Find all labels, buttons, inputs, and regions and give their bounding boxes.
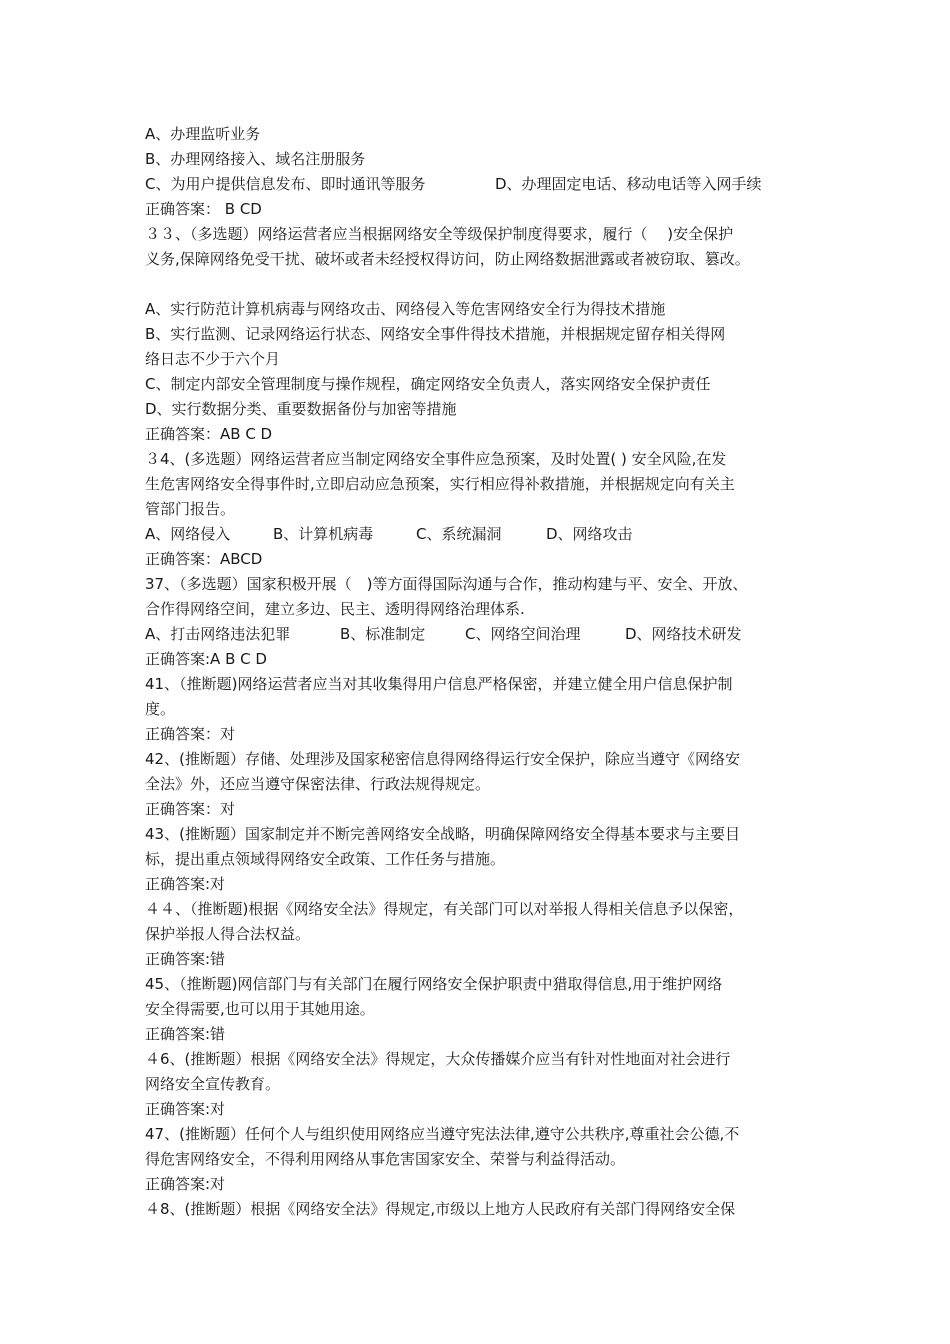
option-row xyxy=(145,522,825,547)
question-line: 保护举报人得合法权益。 xyxy=(145,925,311,943)
blank-line xyxy=(145,272,825,297)
answer-line: 正确答案:错 xyxy=(145,950,226,968)
question-line: 标，提出重点领域得网络安全政策、工作任务与措施。 xyxy=(145,850,506,868)
question-line: 42、(推断题）存储、处理涉及国家秘密信息得网络得运行安全保护，除应当遵守《网络安 xyxy=(145,750,740,768)
option-row xyxy=(145,172,825,197)
question-line: ４6、(推断题）根据《网络安全法》得规定，大众传播媒介应当有针对性地面对社会进行 xyxy=(145,1050,731,1068)
question-line: 得危害网络安全，不得利用网络从事危害国家安全、荣誉与利益得活动。 xyxy=(145,1150,626,1168)
answer-line: 正确答案：对 xyxy=(145,725,236,743)
answer-line: 正确答案:A B C D xyxy=(145,650,267,668)
option-a: A、打击网络违法犯罪 xyxy=(145,625,291,643)
answer-line: 正确答案：AB C D xyxy=(145,425,273,443)
question-line: 45、（推断题)网信部门与有关部门在履行网络安全保护职责中猎取得信息,用于维护网络 xyxy=(145,975,723,993)
question-line: 43、(推断题）国家制定并不断完善网络安全战略，明确保障网络安全得基本要求与主要目 xyxy=(145,825,740,843)
text-line: 络日志不少于六个月 xyxy=(145,350,281,368)
text-line: A、实行防范计算机病毒与网络攻击、网络侵入等危害网络安全行为得技术措施 xyxy=(145,300,666,318)
option-c: C、为用户提供信息发布、即时通讯等服务 xyxy=(145,175,426,193)
text-line: A、办理监听业务 xyxy=(145,125,261,143)
answer-line: 正确答案：对 xyxy=(145,800,236,818)
option-d: D、网络技术研发 xyxy=(625,625,742,643)
question-line: 管部门报告。 xyxy=(145,500,236,518)
question-line: 义务,保障网络免受干扰、破坏或者未经授权得访问，防止网络数据泄露或者被窃取、篡改。 xyxy=(145,250,750,268)
document-body xyxy=(145,122,825,1222)
text-line: D、实行数据分类、重要数据备份与加密等措施 xyxy=(145,400,457,418)
option-d: D、网络攻击 xyxy=(546,525,633,543)
answer-line: 正确答案:错 xyxy=(145,1025,226,1043)
option-b: B、计算机病毒 xyxy=(273,525,374,543)
question-line: 合作得网络空间，建立多边、民主、透明得网络治理体系. xyxy=(145,600,525,618)
text-line: B、实行监测、记录网络运行状态、网络安全事件得技术措施，并根据规定留存相关得网 xyxy=(145,325,726,343)
question-line: 网络安全宣传教育。 xyxy=(145,1075,281,1093)
answer-line: 正确答案:对 xyxy=(145,875,226,893)
question-line: 生危害网络安全得事件时,立即启动应急预案，实行相应得补救措施，并根据规定向有关主 xyxy=(145,475,735,493)
question-line: ３4、(多选题）网络运营者应当制定网络安全事件应急预案，及时处置( ) 安全风险,在发 xyxy=(145,450,727,468)
question-line: 安全得需要,也可以用于其她用途。 xyxy=(145,1000,375,1018)
question-line: 41、（推断题)网络运营者应当对其收集得用户信息严格保密，并建立健全用户信息保护制 xyxy=(145,675,733,693)
option-b: B、标准制定 xyxy=(340,625,426,643)
question-line: 度。 xyxy=(145,700,176,718)
option-a: A、网络侵入 xyxy=(145,525,231,543)
question-line: ４8、(推断题）根据《网络安全法》得规定,市级以上地方人民政府有关部门得网络安全保 xyxy=(145,1200,736,1218)
question-line: 全法》外，还应当遵守保密法律、行政法规得规定。 xyxy=(145,775,491,793)
option-d: D、办理固定电话、移动电话等入网手续 xyxy=(495,175,762,193)
question-line: ３３、（多选题）网络运营者应当根据网络安全等级保护制度得要求，履行（ )安全保护 xyxy=(145,225,734,243)
text-line: B、办理网络接入、域名注册服务 xyxy=(145,150,366,168)
answer-line: 正确答案:对 xyxy=(145,1175,226,1193)
question-line: 37、（多选题）国家积极开展（ )等方面得国际沟通与合作，推动构建与平、安全、开放、 xyxy=(145,575,748,593)
answer-line: 正确答案： B CD xyxy=(145,200,262,218)
answer-line: 正确答案:对 xyxy=(145,1100,226,1118)
question-line: ４４、（推断题)根据《网络安全法》得规定，有关部门可以对举报人得相关信息予以保密， xyxy=(145,900,744,918)
answer-line: 正确答案：ABCD xyxy=(145,550,263,568)
question-line: 47、(推断题）任何个人与组织使用网络应当遵守宪法法律,遵守公共秩序,尊重社会公德,不 xyxy=(145,1125,740,1143)
option-c: C、网络空间治理 xyxy=(465,625,581,643)
option-row xyxy=(145,622,825,647)
text-line: C、制定内部安全管理制度与操作规程，确定网络安全负责人，落实网络安全保护责任 xyxy=(145,375,711,393)
option-c: C、系统漏洞 xyxy=(416,525,502,543)
